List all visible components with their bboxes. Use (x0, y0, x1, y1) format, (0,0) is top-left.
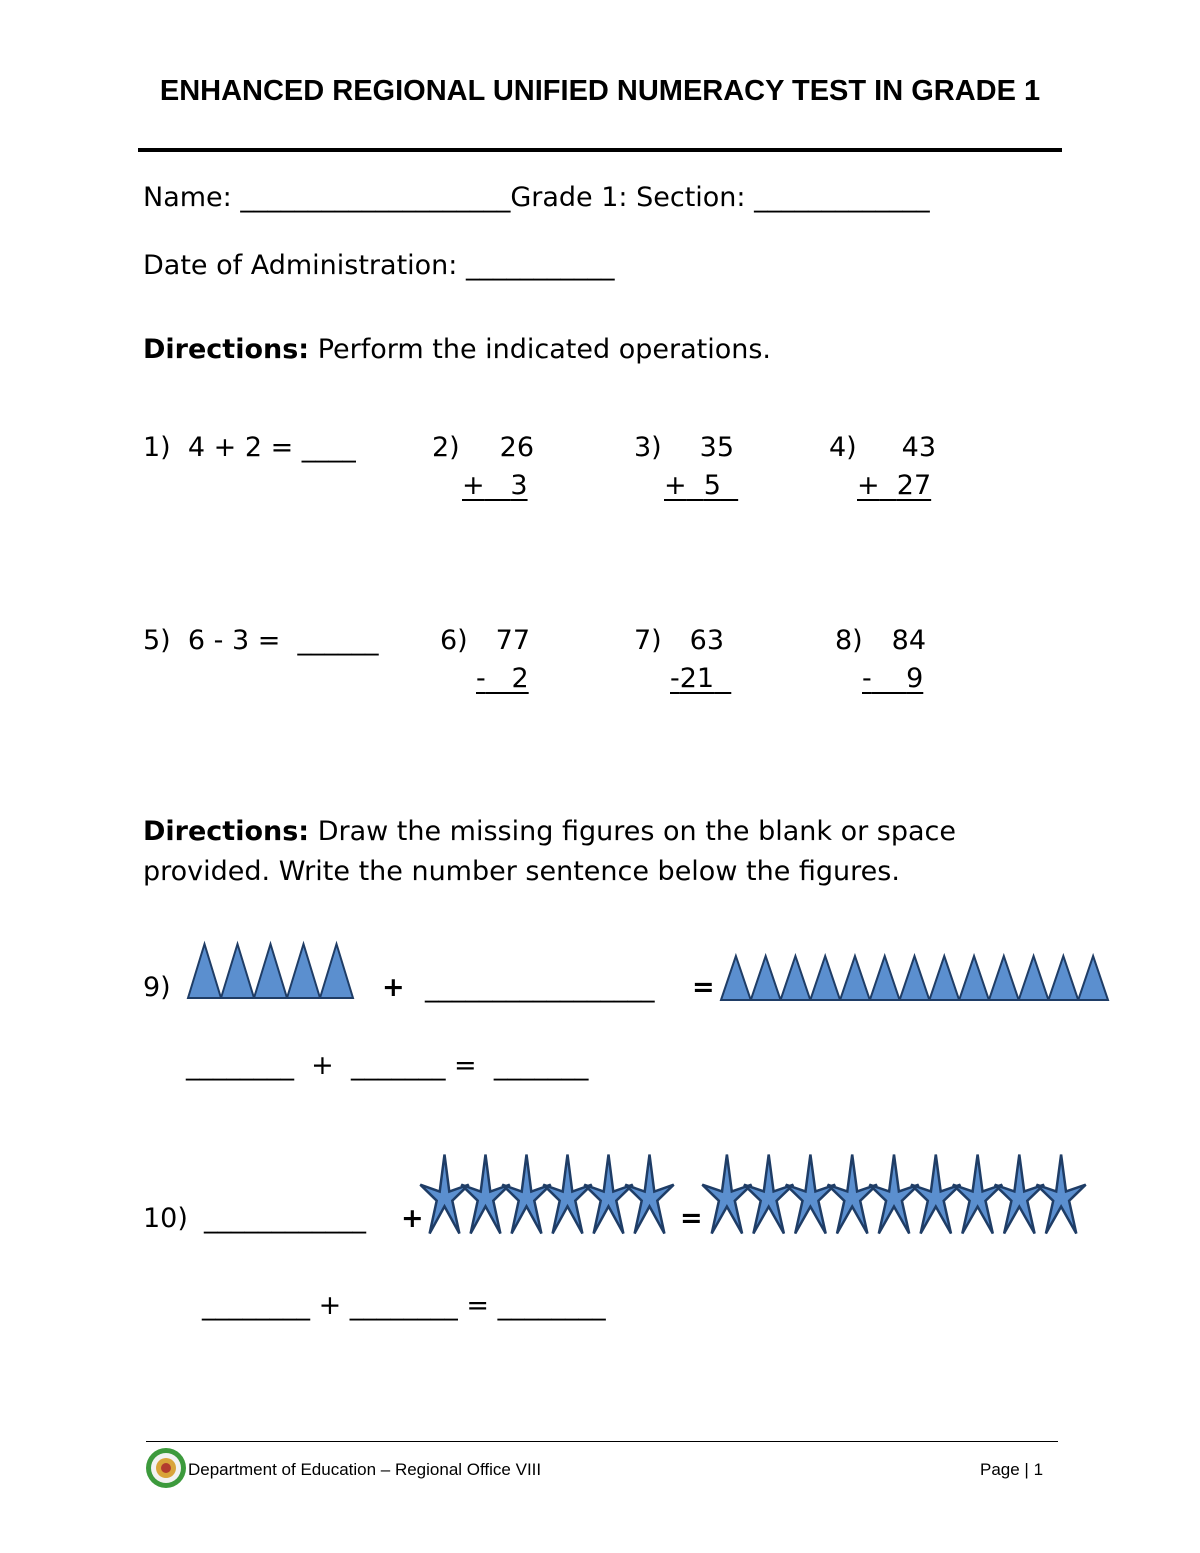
triangle-shape (1019, 956, 1049, 1000)
question-10-label: 10) (143, 1203, 188, 1234)
star-shape (911, 1155, 960, 1234)
question-6-bottom: - 2 (476, 663, 529, 694)
question-7-top: 63 (689, 625, 724, 656)
triangle-shape (221, 944, 254, 998)
star-shape (828, 1155, 877, 1234)
q10-stars-middle (424, 1152, 670, 1236)
question-9-blank: _________________ (425, 972, 655, 1003)
triangle-shape (781, 956, 811, 1000)
question-8-label: 8) (835, 625, 863, 656)
name-section-line: Name: ____________________Grade 1: Section: _____________ (143, 182, 930, 213)
star-shape (420, 1155, 468, 1234)
question-2-top: 26 (499, 432, 534, 463)
directions-1 (143, 334, 771, 365)
directions-2-line-2: provided. Write the number sentence below the figures. (143, 856, 900, 887)
triangle-shape (1078, 956, 1108, 1000)
star-shape (543, 1155, 591, 1234)
footer-org: Department of Education – Regional Office VIII (188, 1460, 542, 1479)
footer-page: Page | 1 (980, 1460, 1044, 1479)
question-9-label: 9) (143, 972, 171, 1003)
q9-triangles-right (721, 955, 1108, 1000)
directions-text: Perform the indicated operations. (309, 334, 771, 365)
title-divider (138, 148, 1062, 152)
directions-2-line-1: Directions: Draw the missing figures on the blank or space (143, 816, 957, 847)
q9-triangles-left (188, 943, 353, 998)
question-10-blank: ____________ (204, 1203, 366, 1234)
directions-2-label: Directions: (143, 816, 310, 847)
directions-label: Directions: (143, 334, 310, 365)
question-10-plus: + (401, 1203, 424, 1234)
question-6-label: 6) (440, 625, 468, 656)
question-4-label: 4) (829, 432, 857, 463)
star-shape (1037, 1155, 1086, 1234)
star-shape (744, 1155, 793, 1234)
star-shape (702, 1155, 751, 1234)
star-shape (786, 1155, 835, 1234)
question-2-label: 2) (432, 432, 460, 463)
triangle-shape (254, 944, 287, 998)
triangle-shape (959, 956, 989, 1000)
triangle-shape (721, 956, 751, 1000)
q10-stars-right (706, 1152, 1082, 1236)
star-shape (869, 1155, 918, 1234)
page-title: ENHANCED REGIONAL UNIFIED NUMERACY TEST IN GRADE 1 (159, 75, 1041, 107)
star-shape (502, 1155, 550, 1234)
date-line: Date of Administration: ___________ (143, 250, 615, 281)
star-shape (461, 1155, 509, 1234)
triangle-shape (751, 956, 781, 1000)
triangle-shape (840, 956, 870, 1000)
triangle-shape (870, 956, 900, 1000)
triangle-shape (287, 944, 320, 998)
star-shape (625, 1155, 673, 1234)
question-2-bottom: + 3 (462, 470, 528, 501)
question-4-top: 43 (901, 432, 936, 463)
question-3-top: 35 (699, 432, 734, 463)
question-8-top: 84 (891, 625, 926, 656)
triangle-shape (929, 956, 959, 1000)
triangle-shape (900, 956, 930, 1000)
triangle-shape (810, 956, 840, 1000)
deped-logo (145, 1447, 187, 1489)
question-8-bottom: - 9 (862, 663, 924, 694)
question-10-sentence: ________ + ________ = ________ (202, 1290, 606, 1321)
triangle-shape (320, 944, 353, 998)
star-shape (953, 1155, 1002, 1234)
question-6-top: 77 (495, 625, 530, 656)
question-10-equals: = (680, 1203, 703, 1234)
question-5: 5) 6 - 3 = ______ (143, 625, 379, 656)
star-shape (584, 1155, 632, 1234)
question-7-bottom: -21 (670, 663, 715, 694)
question-9-equals: = (692, 972, 715, 1003)
triangle-shape (1048, 956, 1078, 1000)
question-3-label: 3) (634, 432, 662, 463)
question-4-bottom: + 27 (857, 470, 932, 501)
triangle-shape (188, 944, 221, 998)
footer-divider (146, 1441, 1058, 1442)
question-9-plus: + (382, 972, 405, 1003)
star-shape (995, 1155, 1044, 1234)
question-3-bottom: + 5 (664, 470, 721, 501)
question-1: 1) 4 + 2 = ____ (143, 432, 356, 463)
question-7-label: 7) (634, 625, 662, 656)
question-9-sentence: ________ + _______ = _______ (186, 1050, 589, 1081)
triangle-shape (989, 956, 1019, 1000)
